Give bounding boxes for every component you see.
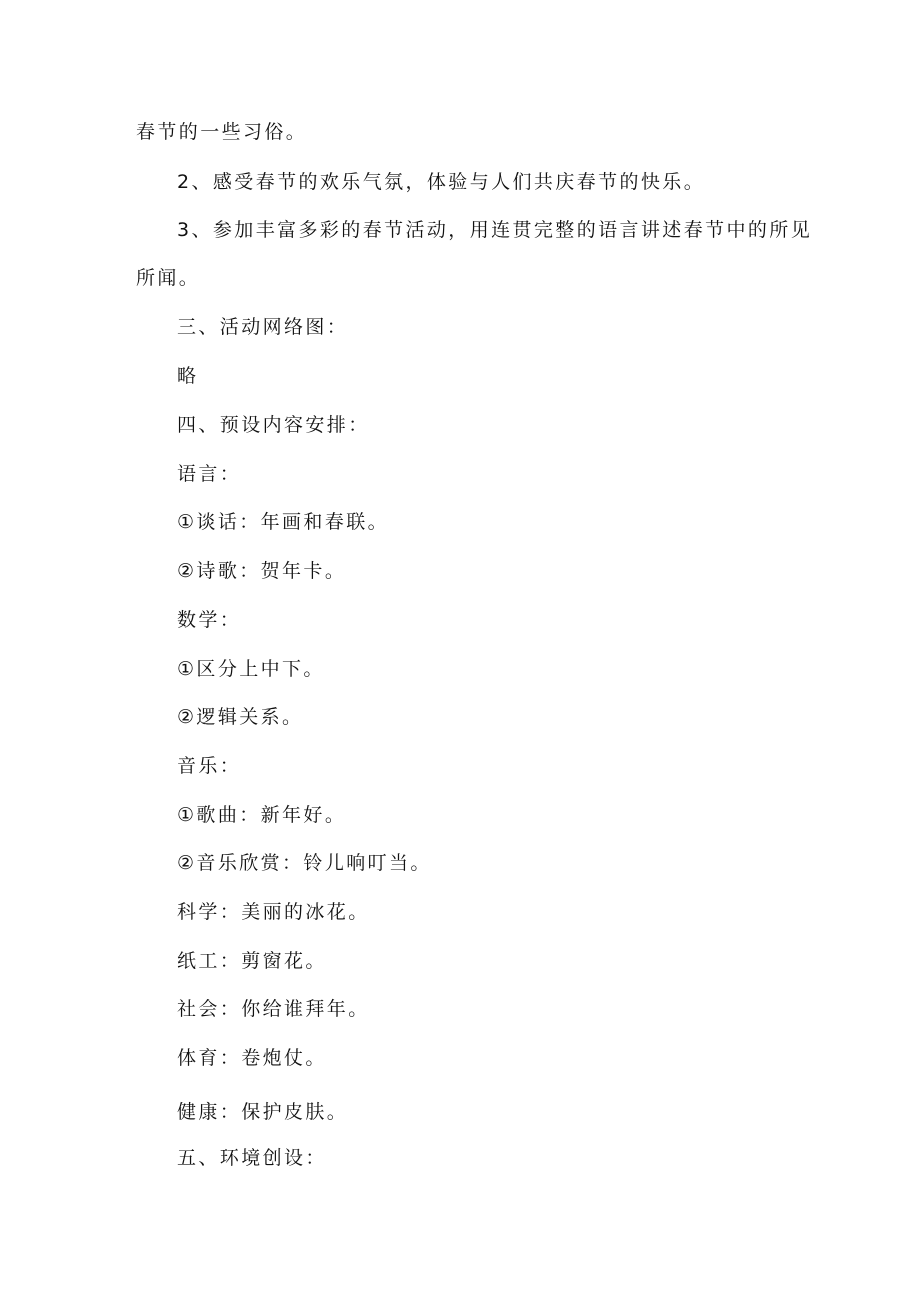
music-item-1: ①歌曲：新年好。 <box>177 804 347 826</box>
math-item-2: ②逻辑关系。 <box>177 706 304 728</box>
section-heading-3: 三、活动网络图： <box>177 316 349 338</box>
subject-pe: 体育：卷炮仗。 <box>177 1047 327 1069</box>
section-heading-4: 四、预设内容安排： <box>177 414 370 436</box>
math-item-1: ①区分上中下。 <box>177 658 325 680</box>
objective-item-3: 3、参加丰富多彩的春节活动，用连贯完整的语言讲述春节中的所见 <box>177 219 813 241</box>
subject-health: 健康：保护皮肤。 <box>177 1101 349 1123</box>
subject-social: 社会：你给谁拜年。 <box>177 998 370 1020</box>
paragraph-continuation: 春节的一些习俗。 <box>136 121 308 143</box>
network-diagram-note: 略 <box>177 365 199 387</box>
music-item-2: ②音乐欣赏：铃儿响叮当。 <box>177 852 432 874</box>
subject-papercraft: 纸工：剪窗花。 <box>177 950 327 972</box>
subject-music: 音乐： <box>177 755 242 777</box>
language-item-2: ②诗歌：贺年卡。 <box>177 560 347 582</box>
objective-item-2: 2、感受春节的欢乐气氛，体验与人们共庆春节的快乐。 <box>177 171 706 193</box>
language-item-1: ①谈话：年画和春联。 <box>177 511 390 533</box>
objective-item-3-continuation: 所闻。 <box>136 267 201 289</box>
subject-language: 语言： <box>177 463 242 485</box>
section-heading-5: 五、环境创设： <box>177 1147 327 1169</box>
subject-science: 科学：美丽的冰花。 <box>177 901 370 923</box>
subject-math: 数学： <box>177 609 242 631</box>
